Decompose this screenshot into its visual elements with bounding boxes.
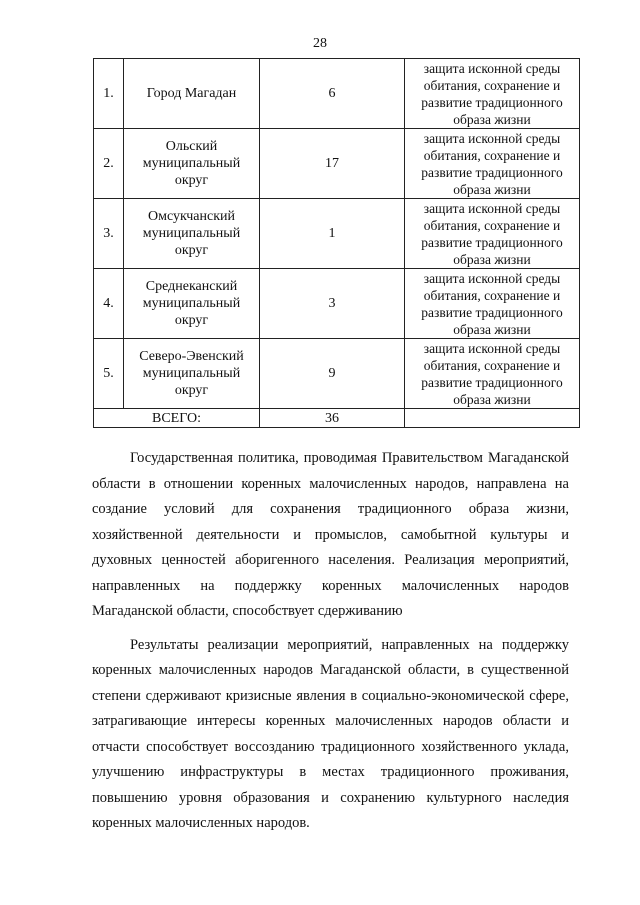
table-row <box>94 339 580 409</box>
table-row <box>94 59 580 129</box>
table-row <box>94 269 580 339</box>
purpose-cell: защита исконной среды обитания, сохранение и развитие традиционного образа жизни <box>405 269 580 339</box>
body-text <box>92 446 569 845</box>
purpose-cell: защита исконной среды обитания, сохранение и развитие традиционного образа жизни <box>405 59 580 129</box>
municipality-name: Северо-Эвенский муниципальный округ <box>124 339 260 409</box>
purpose-cell: защита исконной среды обитания, сохранение и развитие традиционного образа жизни <box>405 199 580 269</box>
purpose-cell: защита исконной среды обитания, сохранение и развитие традиционного образа жизни <box>405 129 580 199</box>
row-number: 4. <box>94 269 124 339</box>
count-cell: 1 <box>260 199 405 269</box>
paragraph: Результаты реализации мероприятий, направленных на поддержку коренных малочисленных народов Магаданской области, в существенной степени сдерживают кризисные явления в социально-экономической сфере, затрагивающие интересы коренных малочисленных народов области и отчасти способствует воссозданию традиционного хозяйственного уклада, улучшению инфраструктуры в местах традиционного проживания, повышению уровня образования и сохранению культурного наследия коренных малочисленных народов. <box>92 636 569 831</box>
paragraph: Государственная политика, проводимая Правительством Магаданской области в отношении коренных малочисленных народов, направлена на создание условий для сохранения традиционного образа жизни, хозяйственной деятельности и промыслов, самобытной культуры и духовных ценностей аборигенного населения. Реализация мероприятий, направленных на поддержку коренных малочисленных народов Магаданской области, способствует сдерживанию <box>92 450 569 619</box>
purpose-cell: защита исконной среды обитания, сохранение и развитие традиционного образа жизни <box>405 339 580 409</box>
count-cell: 3 <box>260 269 405 339</box>
municipality-name: Омсукчанский муниципальный округ <box>124 199 260 269</box>
municipal-table <box>93 58 580 428</box>
municipality-name: Ольский муниципальный округ <box>124 129 260 199</box>
page-number: 28 <box>313 36 327 51</box>
count-cell: 6 <box>260 59 405 129</box>
row-number: 5. <box>94 339 124 409</box>
total-value: 36 <box>260 409 405 428</box>
table-row <box>94 199 580 269</box>
table-row <box>94 129 580 199</box>
row-number: 1. <box>94 59 124 129</box>
row-number: 2. <box>94 129 124 199</box>
total-row <box>94 409 580 428</box>
row-number: 3. <box>94 199 124 269</box>
municipality-name: Среднеканский муниципальный округ <box>124 269 260 339</box>
count-cell: 9 <box>260 339 405 409</box>
total-label: ВСЕГО: <box>94 409 260 428</box>
municipality-name: Город Магадан <box>124 59 260 129</box>
count-cell: 17 <box>260 129 405 199</box>
empty-cell <box>405 409 580 428</box>
